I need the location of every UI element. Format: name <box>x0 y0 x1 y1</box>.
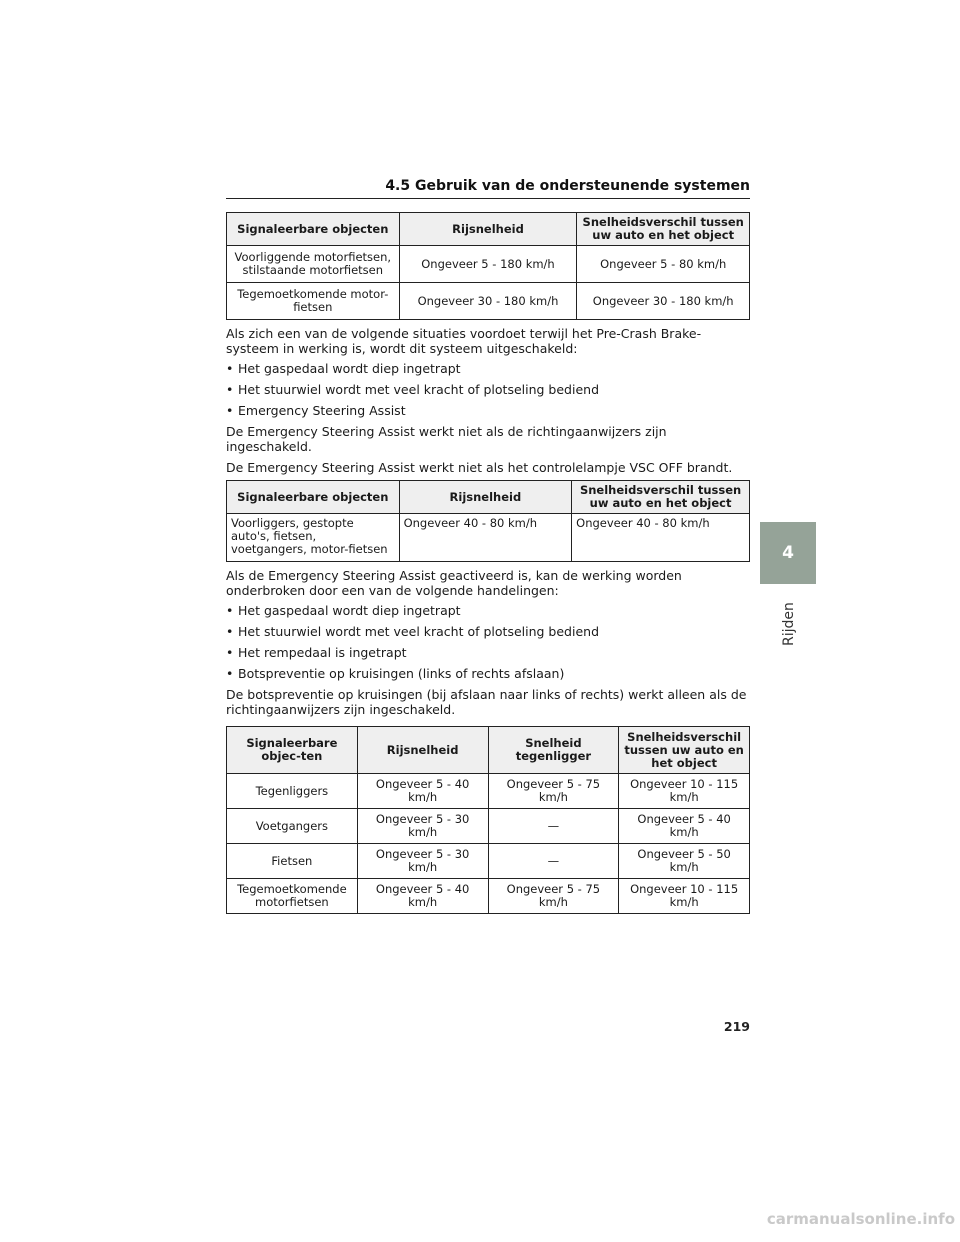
table-header: Rijsnelheid <box>399 481 572 514</box>
table-cell: — <box>488 844 619 879</box>
table-row <box>227 246 750 283</box>
table-header: Signaleerbare objec-ten <box>227 727 358 774</box>
paragraph: De Emergency Steering Assist werkt niet als het controlelampje VSC OFF brandt. <box>226 460 733 475</box>
table-cell: Ongeveer 5 - 30 km/h <box>357 844 488 879</box>
list-item: • Het rempedaal is ingetrapt <box>226 645 750 660</box>
table-cell: Ongeveer 5 - 180 km/h <box>399 246 577 283</box>
table-cell: Ongeveer 30 - 180 km/h <box>577 283 750 320</box>
table-cell: Ongeveer 5 - 30 km/h <box>357 809 488 844</box>
table-header: Signaleerbare objecten <box>227 213 400 246</box>
section-header: 4.5 Gebruik van de ondersteunende systemen <box>385 178 750 194</box>
table-row <box>227 844 750 879</box>
paragraph: Als de Emergency Steering Assist geactiveerd is, kan de werking worden onderbroken door een van de volgende handelingen: <box>226 568 682 598</box>
table-cell: Tegemoetkomende motor-fietsen <box>227 283 400 320</box>
table-row <box>227 774 750 809</box>
list-item: • Emergency Steering Assist <box>226 403 750 418</box>
table-cell: Fietsen <box>227 844 358 879</box>
table-row <box>227 879 750 914</box>
table-cell: Ongeveer 5 - 40 km/h <box>357 774 488 809</box>
table-cell: Ongeveer 5 - 75 km/h <box>488 879 619 914</box>
table-cell: Ongeveer 40 - 80 km/h <box>399 514 572 562</box>
list-item: • Het gaspedaal wordt diep ingetrapt <box>226 361 750 376</box>
table-pre-crash-objects <box>226 212 750 320</box>
table-cell: Voorliggende motorfietsen, stilstaande motorfietsen <box>227 246 400 283</box>
page-number: 219 <box>723 1019 750 1034</box>
chapter-tab-label: Rijden <box>781 602 797 646</box>
page-content <box>226 212 750 914</box>
table-row <box>227 283 750 320</box>
table-cell: Tegemoetkomende motorfietsen <box>227 879 358 914</box>
bullet-list <box>226 361 750 418</box>
table-header: Signaleerbare objecten <box>227 481 400 514</box>
table-intersection-objects <box>226 726 750 914</box>
list-item: • Het stuurwiel wordt met veel kracht of plotseling bediend <box>226 382 750 397</box>
table-cell: Ongeveer 40 - 80 km/h <box>572 514 750 562</box>
table-row <box>227 514 750 562</box>
paragraph: De Emergency Steering Assist werkt niet als de richtingaanwijzers zijn ingeschakeld. <box>226 424 667 454</box>
list-item: • Het stuurwiel wordt met veel kracht of plotseling bediend <box>226 624 750 639</box>
watermark: carmanualsonline.info <box>766 1210 955 1228</box>
paragraph: Als zich een van de volgende situaties voordoet terwijl het Pre-Crash Brake-systeem in werking is, wordt dit systeem uitgeschakeld: <box>226 326 702 356</box>
table-cell: Tegenliggers <box>227 774 358 809</box>
table-header: Rijsnelheid <box>357 727 488 774</box>
table-cell: Ongeveer 5 - 80 km/h <box>577 246 750 283</box>
table-header: Snelheid tegenligger <box>488 727 619 774</box>
table-cell: Voetgangers <box>227 809 358 844</box>
table-header: Rijsnelheid <box>399 213 577 246</box>
header-rule <box>226 198 750 199</box>
table-cell: Ongeveer 10 - 115 km/h <box>619 879 750 914</box>
bullet-list <box>226 603 750 681</box>
paragraph: De botspreventie op kruisingen (bij afslaan naar links of rechts) werkt alleen als de richtingaanwijzers zijn ingeschakeld. <box>226 687 747 717</box>
table-row <box>227 809 750 844</box>
table-emergency-steering-objects <box>226 480 750 562</box>
table-header: Snelheidsverschil tussen uw auto en het object <box>577 213 750 246</box>
table-cell: — <box>488 809 619 844</box>
table-cell: Ongeveer 5 - 75 km/h <box>488 774 619 809</box>
list-item: • Het gaspedaal wordt diep ingetrapt <box>226 603 750 618</box>
table-cell: Voorliggers, gestopte auto's, fietsen, voetgangers, motor-fietsen <box>227 514 400 562</box>
table-header: Snelheidsverschil tussen uw auto en het object <box>619 727 750 774</box>
table-cell: Ongeveer 10 - 115 km/h <box>619 774 750 809</box>
chapter-tab: 4 <box>760 522 816 584</box>
table-cell: Ongeveer 30 - 180 km/h <box>399 283 577 320</box>
table-header: Snelheidsverschil tussen uw auto en het object <box>572 481 750 514</box>
table-cell: Ongeveer 5 - 40 km/h <box>357 879 488 914</box>
list-item: • Botspreventie op kruisingen (links of rechts afslaan) <box>226 666 750 681</box>
table-cell: Ongeveer 5 - 50 km/h <box>619 844 750 879</box>
table-cell: Ongeveer 5 - 40 km/h <box>619 809 750 844</box>
